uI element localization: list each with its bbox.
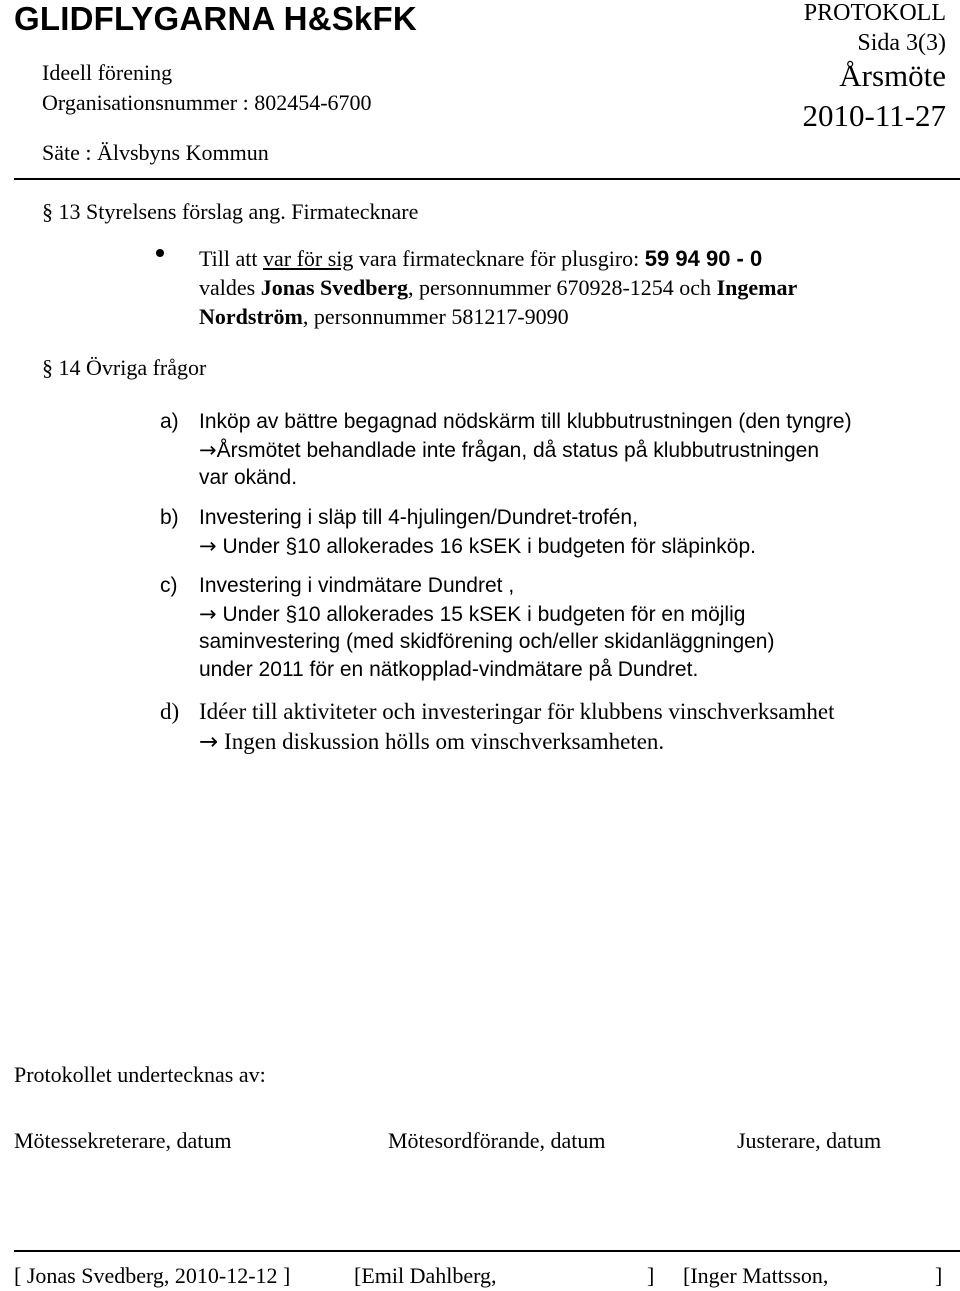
organization-type: Ideell förening	[42, 60, 173, 85]
item-letter: d)	[160, 699, 180, 724]
item-line: Idéer till aktiviteter och investeringar för klubbens vinschverksamhet	[199, 699, 835, 724]
bullet-text: Till att	[199, 246, 263, 271]
item-letter: b)	[160, 506, 179, 529]
header-divider	[14, 178, 960, 180]
item-a	[199, 408, 852, 492]
document-type: PROTOKOLL	[803, 0, 946, 26]
signature-bracket: ]	[647, 1263, 655, 1288]
item-c	[199, 572, 774, 684]
bullet-text: valdes	[199, 275, 261, 300]
item-line: saminvestering (med skidförening och/eller skidanläggningen)	[199, 630, 775, 653]
meeting-title: Årsmöte	[839, 58, 946, 93]
signature-name-adjuster: [Inger Mattsson,	[683, 1263, 829, 1288]
item-line: Investering i släp till 4-hjulingen/Dundret-trofén,	[199, 506, 638, 529]
signature-label-chair: Mötesordförande, datum	[388, 1128, 606, 1153]
bullet-text: vara firmatecknare för plusgiro:	[353, 246, 645, 271]
signature-label-secretary: Mötessekreterare, datum	[14, 1128, 232, 1153]
organization-seat: Säte : Älvsbyns Kommun	[42, 140, 269, 165]
arrow-icon: →	[199, 729, 219, 755]
item-line: Investering i vindmätare Dundret ,	[199, 574, 515, 597]
signature-name-chair: [Emil Dahlberg,	[354, 1263, 497, 1288]
signatory-name: Nordström	[199, 304, 303, 329]
item-letter: c)	[160, 574, 178, 597]
bullet-dot	[156, 249, 164, 257]
signatory-name: Jonas Svedberg	[260, 275, 408, 300]
plusgiro-number: 59 94 90 - 0	[644, 246, 763, 271]
item-d	[199, 697, 835, 757]
bullet-text: , personnummer 670928-1254 och	[408, 275, 717, 300]
item-b	[199, 504, 756, 560]
signature-bracket: ]	[935, 1263, 943, 1288]
item-line: under 2011 för en nätkopplad-vindmätare på Dundret.	[199, 658, 699, 681]
signature-name-secretary: [ Jonas Svedberg, 2010-12-12 ]	[14, 1263, 291, 1288]
bullet-text: , personnummer 581217-9090	[302, 304, 569, 329]
section-14-heading: § 14 Övriga frågor	[42, 355, 207, 380]
item-line: → Under §10 allokerades 15 kSEK i budgeten för en möjlig	[199, 602, 746, 626]
organization-name: GLIDFLYGARNA H&SkFK	[14, 0, 417, 37]
footer-divider	[14, 1250, 960, 1252]
section-13-heading: § 13 Styrelsens förslag ang. Firmatecknare	[42, 199, 419, 224]
item-letter: a)	[160, 410, 179, 433]
signatory-name: Ingemar	[716, 275, 798, 300]
item-line: var okänd.	[199, 466, 298, 489]
item-line: Inköp av bättre begagnad nödskärm till klubbutrustningen (den tyngre)	[199, 410, 852, 433]
signature-label-adjuster: Justerare, datum	[737, 1128, 882, 1153]
page-number: Sida 3(3)	[857, 30, 946, 56]
signatures-intro: Protokollet undertecknas av:	[14, 1062, 266, 1087]
arrow-icon: →	[199, 534, 217, 558]
organization-number: Organisationsnummer : 802454-6700	[42, 90, 372, 115]
bullet-underlined-text: var för sig	[263, 246, 354, 271]
item-line: →Årsmötet behandlade inte frågan, då status på klubbutrustningen	[199, 438, 820, 462]
section-13-bullet	[199, 244, 797, 331]
arrow-icon: →	[199, 438, 217, 462]
meeting-date: 2010-11-27	[802, 98, 946, 133]
item-line: → Ingen diskussion hölls om vinschverksamheten.	[199, 729, 665, 755]
arrow-icon: →	[199, 602, 217, 626]
item-line: → Under §10 allokerades 16 kSEK i budgeten för släpinköp.	[199, 534, 756, 558]
